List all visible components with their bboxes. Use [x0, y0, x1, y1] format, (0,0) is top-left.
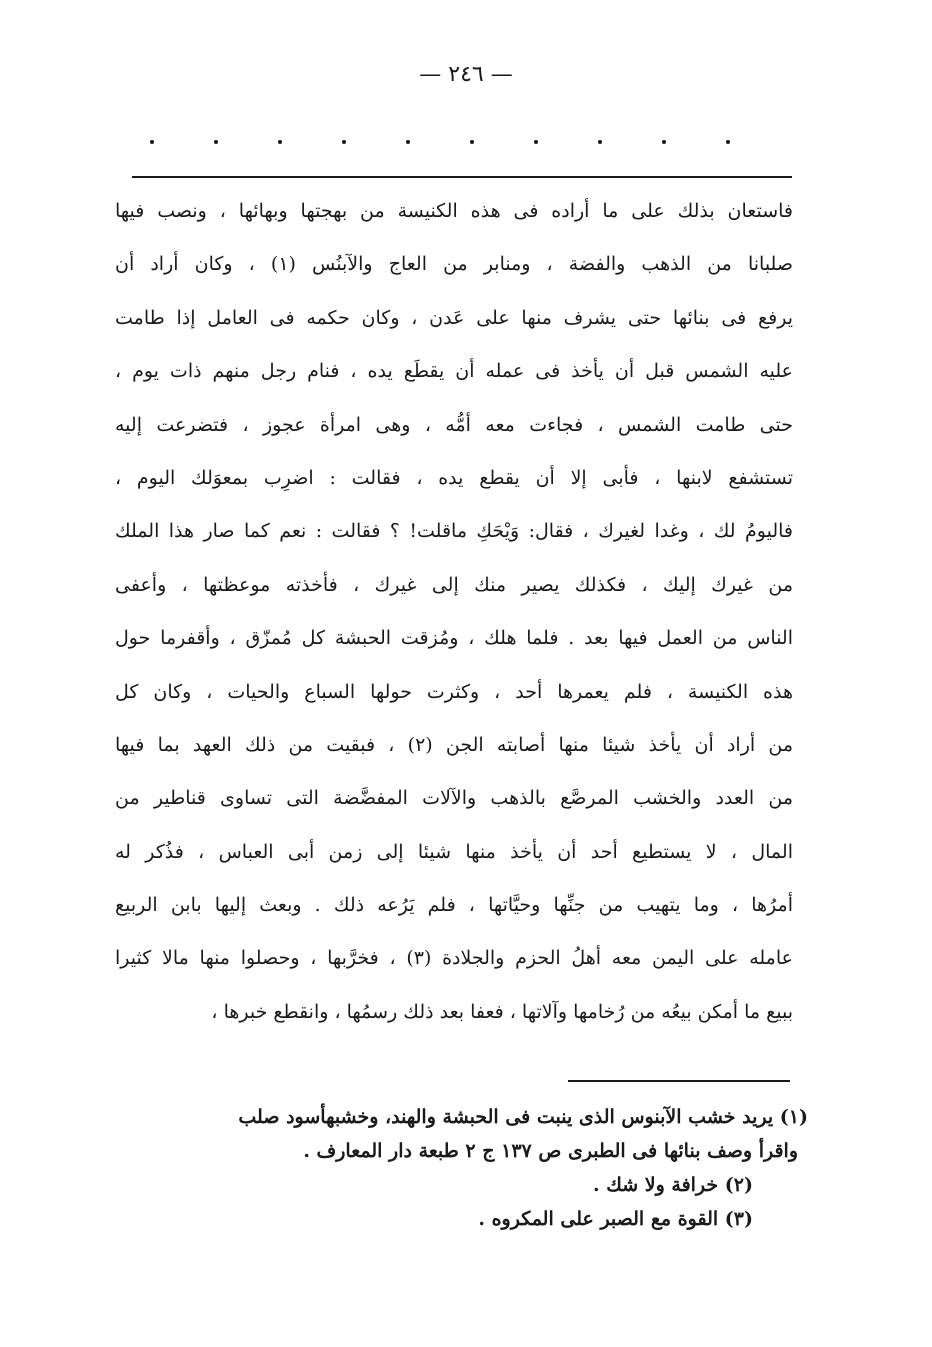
divider-dot [662, 140, 666, 144]
footnote-rule [568, 1080, 790, 1082]
text-line: يرفع فى بنائها حتى يشرف منها على عَدن ، وكان حكمه فى العامل إذا طامت [115, 306, 793, 329]
footnote-1-continued: واقرأ وصف بنائها فى الطبرى ص ١٣٧ ج ٢ طبعة دار المعارف . [303, 1140, 798, 1162]
divider-dot [150, 140, 154, 144]
divider-dot [534, 140, 538, 144]
text-line: فاستعان بذلك على ما أراده فى هذه الكنيسة من بهجتها وبهائها ، ونصب فيها [115, 200, 793, 222]
footnote-1: (١) يريد خشب الآبنوس الذى ينبت فى الحبشة والهند، وخشبهأسود صلب [238, 1106, 808, 1128]
text-line: هذه الكنيسة ، فلم يعمرها أحد ، وكثرت حولها السباع والحيات ، وكان كل [115, 680, 793, 703]
text-line: عامله على اليمن معه أهلُ الحزم والجلادة (٣) ، فخرَّبها ، وحصلوا منها مالا كثيرا [115, 947, 793, 970]
header-rule [132, 176, 792, 178]
text-line: من أراد أن يأخذ شيئا منها أصابته الجن (٢) ، فبقيت من ذلك العهد بما فيها [115, 733, 793, 756]
divider-dot [342, 140, 346, 144]
text-line: صلبانا من الذهب والفضة ، ومنابر من العاج والآبنُس (١) ، وكان أراد أن [115, 253, 793, 276]
divider-dot [470, 140, 474, 144]
text-line: الناس من العمل فيها بعد . فلما هلك ، ومُزقت الحبشة كل مُمزّق ، وأقفرما حول [115, 627, 793, 650]
divider-dot [406, 140, 410, 144]
text-line: من غيرك إليك ، فكذلك يصير منك إلى غيرك ، فأخذته موعظتها ، وأعفى [115, 573, 793, 596]
text-line: من العدد والخشب المرصَّع بالذهب والآلات المفضَّضة التى تساوى قناطير من [115, 787, 793, 810]
divider-dot [598, 140, 602, 144]
divider-dot [726, 140, 730, 144]
text-line: المال ، لا يستطيع أحد أن يأخذ منها شيئا إلى زمن أبى العباس ، فذُكر له [115, 840, 793, 863]
body-text [115, 185, 793, 1039]
text-line: ببيع ما أمكن بيعُه من رُخامها وآلاتها ، فعفا بعد ذلك رسمُها ، وانقطع خبرها ، [211, 1000, 793, 1023]
divider-dot [214, 140, 218, 144]
ornamental-dot-divider [150, 132, 730, 152]
text-line: أمرُها ، وما يتهيب من جنِّها وحيَّاتها ، فلم يَرُعه ذلك . وبعث إليها بابن الربيع [115, 894, 793, 917]
text-line: فاليومُ لك ، وغدا لغيرك ، فقال: وَيْحَكِ ماقلت! ؟ فقالت : نعم كما صار هذا الملك [115, 520, 793, 543]
divider-dot [278, 140, 282, 144]
text-line: عليه الشمس قبل أن يأخذ فى عمله أن يقطَع يده ، فنام رجل منهم ذات يوم ، [115, 360, 793, 383]
text-line: تستشفع لابنها ، فأبى إلا أن يقطع يده ، فقالت : اضرِب بمعوَلك اليوم ، [115, 466, 793, 489]
footnote-3: (٣) القوة مع الصبر على المكروه . [478, 1208, 753, 1230]
footnote-2: (٢) خرافة ولا شك . [592, 1174, 753, 1196]
text-line: حتى طامت الشمس ، فجاءت معه أمُّه ، وهى امرأة عجوز ، فتضرعت إليه [115, 413, 793, 436]
page-number: — ٢٤٦ — [419, 62, 513, 87]
footnotes [118, 1100, 808, 1236]
